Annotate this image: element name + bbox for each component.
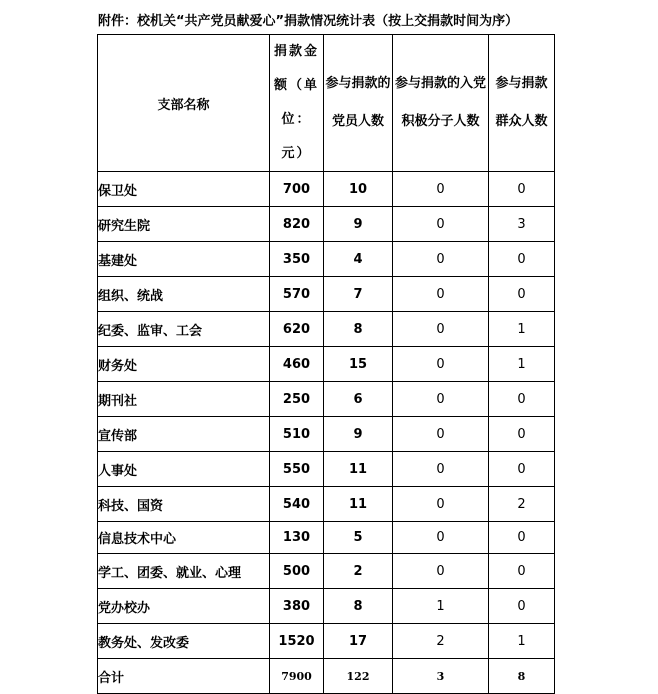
header-activists-line2: 积极分子人数 bbox=[401, 114, 480, 129]
total-masses-cell: 8 bbox=[489, 659, 555, 694]
activists-cell: 0 bbox=[393, 452, 489, 487]
activists-cell: 0 bbox=[393, 522, 489, 554]
masses-cell: 0 bbox=[489, 522, 555, 554]
amount-cell: 350 bbox=[270, 242, 324, 277]
branch-cell: 组织、统战 bbox=[98, 277, 270, 312]
table-row bbox=[98, 554, 555, 589]
masses-cell: 0 bbox=[489, 172, 555, 207]
members-cell: 7 bbox=[324, 277, 393, 312]
masses-cell: 1 bbox=[489, 312, 555, 347]
table-row bbox=[98, 522, 555, 554]
masses-cell: 0 bbox=[489, 242, 555, 277]
masses-cell: 0 bbox=[489, 589, 555, 624]
header-amount-line1: 捐款金 bbox=[273, 44, 319, 59]
activists-cell: 2 bbox=[393, 624, 489, 659]
header-amount-line3: 位：元） bbox=[281, 112, 312, 161]
masses-cell: 1 bbox=[489, 347, 555, 382]
amount-cell: 540 bbox=[270, 487, 324, 522]
amount-cell: 460 bbox=[270, 347, 324, 382]
branch-cell: 信息技术中心 bbox=[98, 522, 270, 554]
masses-cell: 0 bbox=[489, 554, 555, 589]
table-row bbox=[98, 207, 555, 242]
members-cell: 10 bbox=[324, 172, 393, 207]
activists-cell: 0 bbox=[393, 487, 489, 522]
branch-cell: 人事处 bbox=[98, 452, 270, 487]
header-members bbox=[324, 35, 393, 172]
table-row bbox=[98, 487, 555, 522]
amount-cell: 500 bbox=[270, 554, 324, 589]
activists-cell: 0 bbox=[393, 207, 489, 242]
table-row bbox=[98, 312, 555, 347]
total-activists-cell: 3 bbox=[393, 659, 489, 694]
activists-cell: 1 bbox=[393, 589, 489, 624]
table-row bbox=[98, 624, 555, 659]
activists-cell: 0 bbox=[393, 242, 489, 277]
branch-cell: 财务处 bbox=[98, 347, 270, 382]
branch-cell: 科技、国资 bbox=[98, 487, 270, 522]
branch-cell: 宣传部 bbox=[98, 417, 270, 452]
header-members-line2: 党员人数 bbox=[331, 114, 384, 129]
total-members-cell: 122 bbox=[324, 659, 393, 694]
masses-cell: 1 bbox=[489, 624, 555, 659]
amount-cell: 1520 bbox=[270, 624, 324, 659]
branch-cell: 学工、团委、就业、心理 bbox=[98, 554, 270, 589]
branch-cell: 纪委、监审、工会 bbox=[98, 312, 270, 347]
header-masses-line1: 参与捐款 bbox=[495, 76, 548, 91]
header-activists bbox=[393, 35, 489, 172]
header-row bbox=[98, 35, 555, 172]
total-amount-cell: 7900 bbox=[270, 659, 324, 694]
branch-cell: 保卫处 bbox=[98, 172, 270, 207]
branch-cell: 基建处 bbox=[98, 242, 270, 277]
amount-cell: 820 bbox=[270, 207, 324, 242]
header-masses-line2: 群众人数 bbox=[495, 114, 548, 129]
amount-cell: 700 bbox=[270, 172, 324, 207]
masses-cell: 3 bbox=[489, 207, 555, 242]
amount-cell: 570 bbox=[270, 277, 324, 312]
table-row bbox=[98, 242, 555, 277]
table-caption: 附件：校机关“共产党员献爱心”捐款情况统计表（按上交捐款时间为序） bbox=[98, 14, 519, 29]
members-cell: 4 bbox=[324, 242, 393, 277]
masses-cell: 0 bbox=[489, 382, 555, 417]
members-cell: 9 bbox=[324, 207, 393, 242]
amount-cell: 250 bbox=[270, 382, 324, 417]
members-cell: 11 bbox=[324, 487, 393, 522]
branch-cell: 期刊社 bbox=[98, 382, 270, 417]
activists-cell: 0 bbox=[393, 277, 489, 312]
members-cell: 15 bbox=[324, 347, 393, 382]
activists-cell: 0 bbox=[393, 347, 489, 382]
header-masses bbox=[489, 35, 555, 172]
header-branch: 支部名称 bbox=[98, 35, 270, 172]
activists-cell: 0 bbox=[393, 172, 489, 207]
donation-table bbox=[97, 34, 555, 694]
amount-cell: 620 bbox=[270, 312, 324, 347]
header-activists-line1: 参与捐款的入党 bbox=[394, 76, 486, 91]
total-label-cell: 合计 bbox=[98, 659, 270, 694]
branch-cell: 党办校办 bbox=[98, 589, 270, 624]
amount-cell: 550 bbox=[270, 452, 324, 487]
masses-cell: 2 bbox=[489, 487, 555, 522]
members-cell: 2 bbox=[324, 554, 393, 589]
members-cell: 17 bbox=[324, 624, 393, 659]
members-cell: 8 bbox=[324, 589, 393, 624]
header-members-line1: 参与捐款的 bbox=[325, 76, 391, 91]
table-row bbox=[98, 172, 555, 207]
total-row bbox=[98, 659, 555, 694]
members-cell: 6 bbox=[324, 382, 393, 417]
table-row bbox=[98, 452, 555, 487]
header-amount-line2: 额（单 bbox=[273, 78, 319, 93]
masses-cell: 0 bbox=[489, 277, 555, 312]
activists-cell: 0 bbox=[393, 417, 489, 452]
header-amount bbox=[270, 35, 324, 172]
activists-cell: 0 bbox=[393, 382, 489, 417]
amount-cell: 510 bbox=[270, 417, 324, 452]
branch-cell: 教务处、发改委 bbox=[98, 624, 270, 659]
activists-cell: 0 bbox=[393, 554, 489, 589]
masses-cell: 0 bbox=[489, 417, 555, 452]
table-row bbox=[98, 417, 555, 452]
branch-cell: 研究生院 bbox=[98, 207, 270, 242]
masses-cell: 0 bbox=[489, 452, 555, 487]
members-cell: 9 bbox=[324, 417, 393, 452]
members-cell: 11 bbox=[324, 452, 393, 487]
amount-cell: 130 bbox=[270, 522, 324, 554]
table-row bbox=[98, 382, 555, 417]
table-row bbox=[98, 589, 555, 624]
amount-cell: 380 bbox=[270, 589, 324, 624]
table-row bbox=[98, 347, 555, 382]
table-row bbox=[98, 277, 555, 312]
activists-cell: 0 bbox=[393, 312, 489, 347]
members-cell: 5 bbox=[324, 522, 393, 554]
members-cell: 8 bbox=[324, 312, 393, 347]
